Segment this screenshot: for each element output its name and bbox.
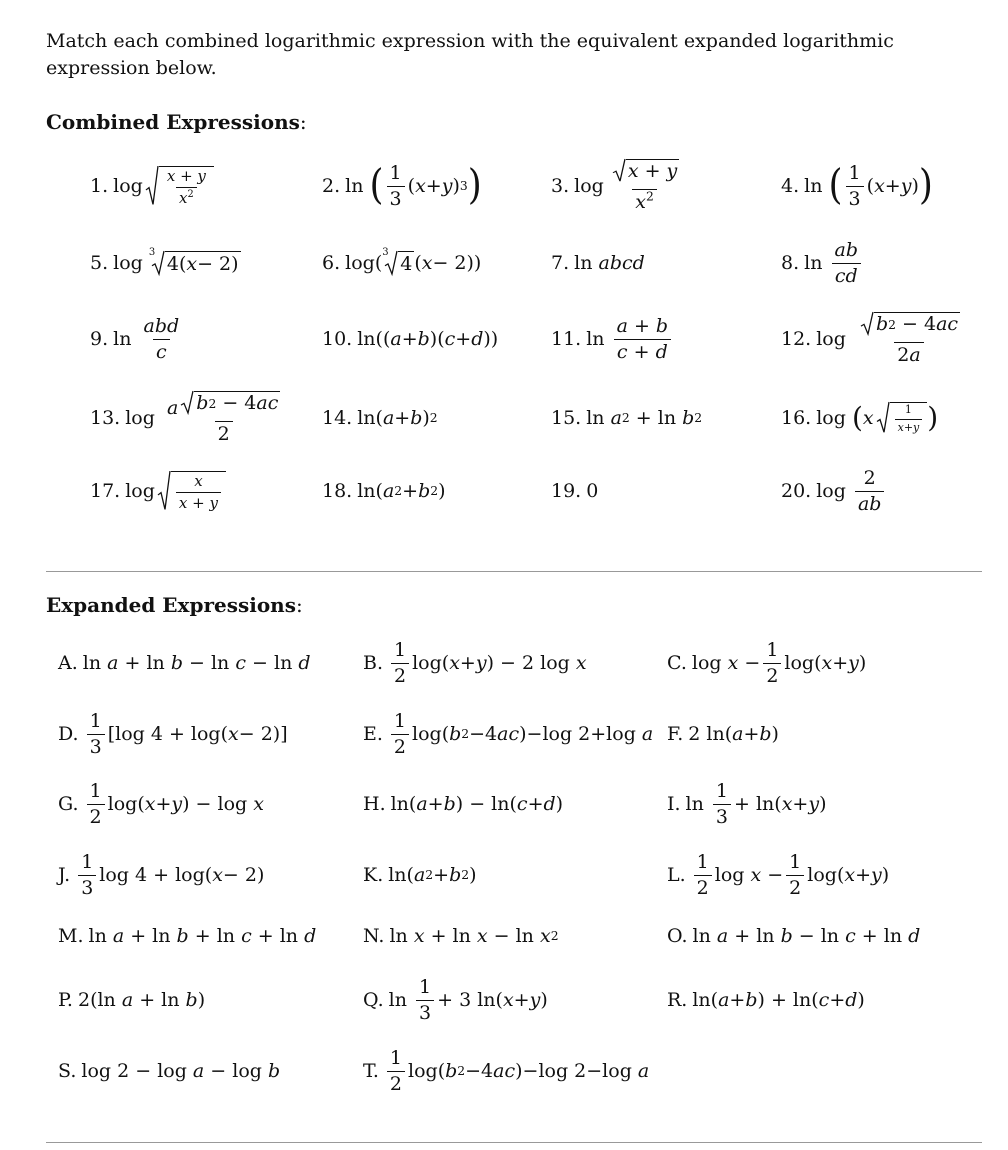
- expanded-heading: Expanded Expressions:: [46, 593, 303, 617]
- divider-bottom: [46, 1142, 982, 1143]
- instructions: Match each combined logarithmic expression with the equivalent expanded logarithmic expression below.: [46, 30, 894, 79]
- combined-heading: Combined Expressions:: [46, 110, 307, 134]
- divider-top: [46, 571, 982, 572]
